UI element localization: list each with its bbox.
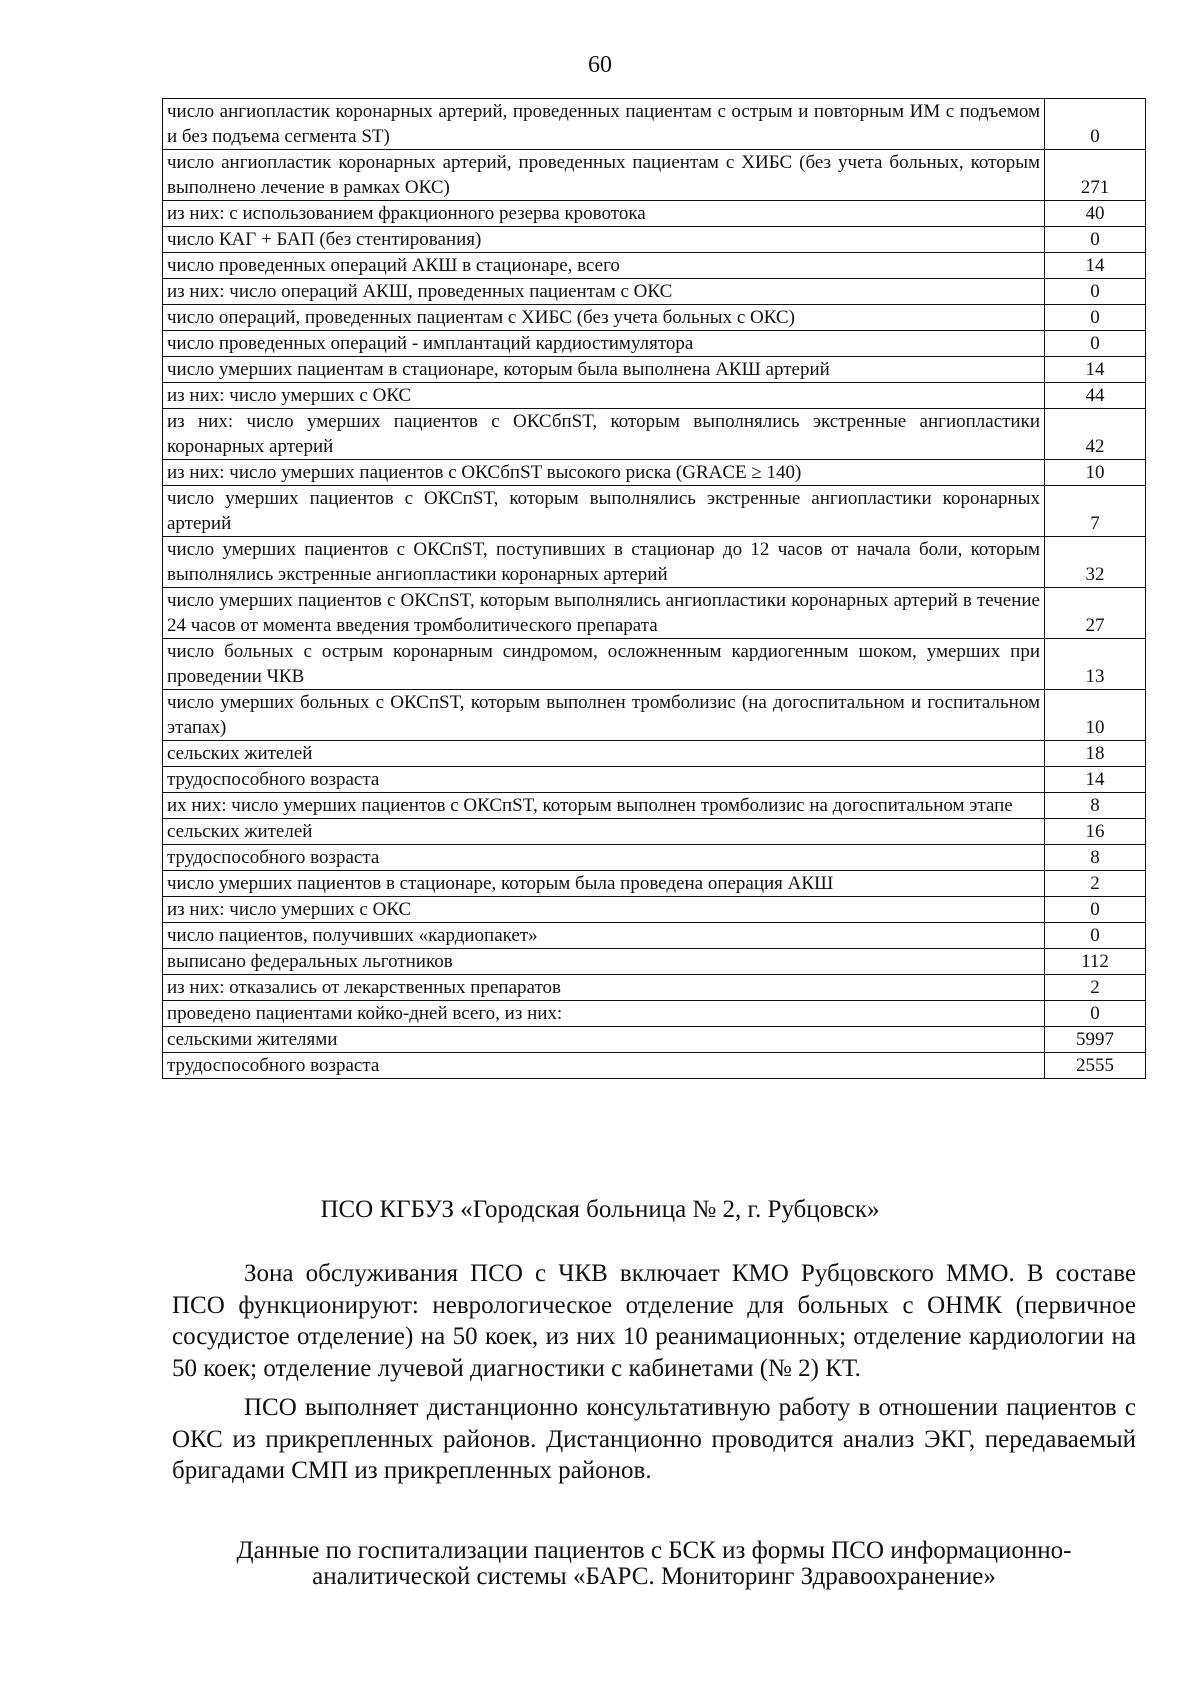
- row-label: число пациентов, получивших «кардиопакет»: [163, 923, 1045, 949]
- row-label: число умерших пациентам в стационаре, которым была выполнена АКШ артерий: [163, 357, 1045, 383]
- row-value: 42: [1045, 409, 1146, 460]
- row-label: число умерших пациентов с ОКСпST, которым выполнялись экстренные ангиопластики коронарных артерий: [163, 486, 1045, 537]
- row-value: 271: [1045, 150, 1146, 201]
- section-title: ПСО КГБУЗ «Городская больница № 2, г. Рубцовск»: [320, 1196, 880, 1223]
- row-value: 0: [1045, 331, 1146, 357]
- table-row: [163, 331, 1146, 357]
- row-label: из них: с использованием фракционного резерва кровотока: [163, 201, 1045, 227]
- row-value: 0: [1045, 305, 1146, 331]
- row-label: трудоспособного возраста: [163, 1053, 1045, 1079]
- table-row: [163, 1001, 1146, 1027]
- row-value: 7: [1045, 486, 1146, 537]
- row-value: 18: [1045, 741, 1146, 767]
- row-value: 27: [1045, 588, 1146, 639]
- table-row: [163, 383, 1146, 409]
- row-value: 5997: [1045, 1027, 1146, 1053]
- row-label: из них: число операций АКШ, проведенных пациентам с ОКС: [163, 279, 1045, 305]
- row-label: трудоспособного возраста: [163, 845, 1045, 871]
- row-value: 14: [1045, 357, 1146, 383]
- row-label: число КАГ + БАП (без стентирования): [163, 227, 1045, 253]
- row-value: 0: [1045, 897, 1146, 923]
- row-label: выписано федеральных льготников: [163, 949, 1045, 975]
- row-value: 2: [1045, 975, 1146, 1001]
- row-label: число проведенных операций АКШ в стационаре, всего: [163, 253, 1045, 279]
- row-value: 32: [1045, 537, 1146, 588]
- statistics-table-body: [163, 99, 1146, 1079]
- row-value: 0: [1045, 923, 1146, 949]
- row-value: 10: [1045, 460, 1146, 486]
- row-label: из них: число умерших пациентов с ОКСбпST, которым выполнялись экстренные ангиопластики коронарных артерий: [163, 409, 1045, 460]
- row-label: из них: отказались от лекарственных препаратов: [163, 975, 1045, 1001]
- table-row: [163, 819, 1146, 845]
- row-value: 0: [1045, 1001, 1146, 1027]
- row-label: число ангиопластик коронарных артерий, проведенных пациентам с острым и повторным ИМ с подъемом и без подъема сегмента ST): [163, 99, 1045, 150]
- row-value: 8: [1045, 793, 1146, 819]
- row-label: число больных с острым коронарным синдромом, осложненным кардиогенным шоком, умерших при проведении ЧКВ: [163, 639, 1045, 690]
- table-row: [163, 871, 1146, 897]
- row-label: число операций, проведенных пациентам с ХИБС (без учета больных с ОКС): [163, 305, 1045, 331]
- row-value: 112: [1045, 949, 1146, 975]
- table-row: [163, 537, 1146, 588]
- table-row: [163, 201, 1146, 227]
- row-value: 40: [1045, 201, 1146, 227]
- row-value: 8: [1045, 845, 1146, 871]
- row-label: число умерших пациентов с ОКСпST, которым выполнялись ангиопластики коронарных артерий в течение 24 часов от момента введения тромболитического препарата: [163, 588, 1045, 639]
- table-row: [163, 1027, 1146, 1053]
- table-row: [163, 150, 1146, 201]
- row-value: 0: [1045, 99, 1146, 150]
- statistics-table: [162, 98, 1146, 1079]
- row-value: 2555: [1045, 1053, 1146, 1079]
- table-row: [163, 588, 1146, 639]
- table-row: [163, 486, 1146, 537]
- row-value: 16: [1045, 819, 1146, 845]
- page-number: 60: [588, 52, 612, 78]
- table-row: [163, 741, 1146, 767]
- paragraph: Зона обслуживания ПСО с ЧКВ включает КМО Рубцовского ММО. В составе ПСО функционируют: неврологическое отделение для больных с ОНМК (первичное сосудистое отделение) на 50 коек, из них 10 реанимационных; отделение кардиологии на 50 коек; отделение лучевой диагностики с кабинетами (№ 2) КТ.: [172, 1260, 1136, 1382]
- row-value: 2: [1045, 871, 1146, 897]
- table-row: [163, 305, 1146, 331]
- table-row: [163, 639, 1146, 690]
- table-row: [163, 460, 1146, 486]
- row-label: число ангиопластик коронарных артерий, проведенных пациентам с ХИБС (без учета больных, которым выполнено лечение в рамках ОКС): [163, 150, 1045, 201]
- body-text: [172, 1258, 1136, 1495]
- table-row: [163, 1053, 1146, 1079]
- table-row: [163, 227, 1146, 253]
- table-row: [163, 253, 1146, 279]
- table-row: [163, 409, 1146, 460]
- row-label: из них: число умерших с ОКС: [163, 383, 1045, 409]
- table-row: [163, 357, 1146, 383]
- table-row: [163, 99, 1146, 150]
- table-row: [163, 923, 1146, 949]
- table-row: [163, 975, 1146, 1001]
- row-value: 44: [1045, 383, 1146, 409]
- table-row: [163, 897, 1146, 923]
- paragraph: ПСО выполняет дистанционно консультативную работу в отношении пациентов с ОКС из прикрепленных районов. Дистанционно проводится анализ ЭКГ, передаваемый бригадами СМП из прикрепленных районов.: [172, 1394, 1136, 1484]
- table-row: [163, 279, 1146, 305]
- row-label: сельских жителей: [163, 819, 1045, 845]
- row-value: 0: [1045, 279, 1146, 305]
- row-label: из них: число умерших с ОКС: [163, 897, 1045, 923]
- row-label: число проведенных операций - имплантаций кардиостимулятора: [163, 331, 1045, 357]
- table-row: [163, 690, 1146, 741]
- row-value: 13: [1045, 639, 1146, 690]
- table-row: [163, 845, 1146, 871]
- table-row: [163, 793, 1146, 819]
- footer-title: Данные по госпитализации пациентов с БСК из формы ПСО информационно-аналитической системы «БАРС. Мониторинг Здравоохранение»: [236, 1537, 1072, 1590]
- row-label: из них: число умерших пациентов с ОКСбпST высокого риска (GRACE ≥ 140): [163, 460, 1045, 486]
- row-label: число умерших пациентов с ОКСпST, поступивших в стационар до 12 часов от начала боли, которым выполнялись экстренные ангиопластики коронарных артерий: [163, 537, 1045, 588]
- row-label: их них: число умерших пациентов с ОКСпST, которым выполнен тромболизис на догоспитальном этапе: [163, 793, 1045, 819]
- row-value: 14: [1045, 253, 1146, 279]
- table-row: [163, 767, 1146, 793]
- row-label: проведено пациентами койко-дней всего, из них:: [163, 1001, 1045, 1027]
- table-row: [163, 949, 1146, 975]
- row-label: сельскими жителями: [163, 1027, 1045, 1053]
- row-value: 10: [1045, 690, 1146, 741]
- row-label: число умерших пациентов в стационаре, которым была проведена операция АКШ: [163, 871, 1045, 897]
- row-value: 0: [1045, 227, 1146, 253]
- row-label: сельских жителей: [163, 741, 1045, 767]
- row-label: число умерших больных с ОКСпST, которым выполнен тромболизис (на догоспитальном и госпитальном этапах): [163, 690, 1045, 741]
- row-label: трудоспособного возраста: [163, 767, 1045, 793]
- row-value: 14: [1045, 767, 1146, 793]
